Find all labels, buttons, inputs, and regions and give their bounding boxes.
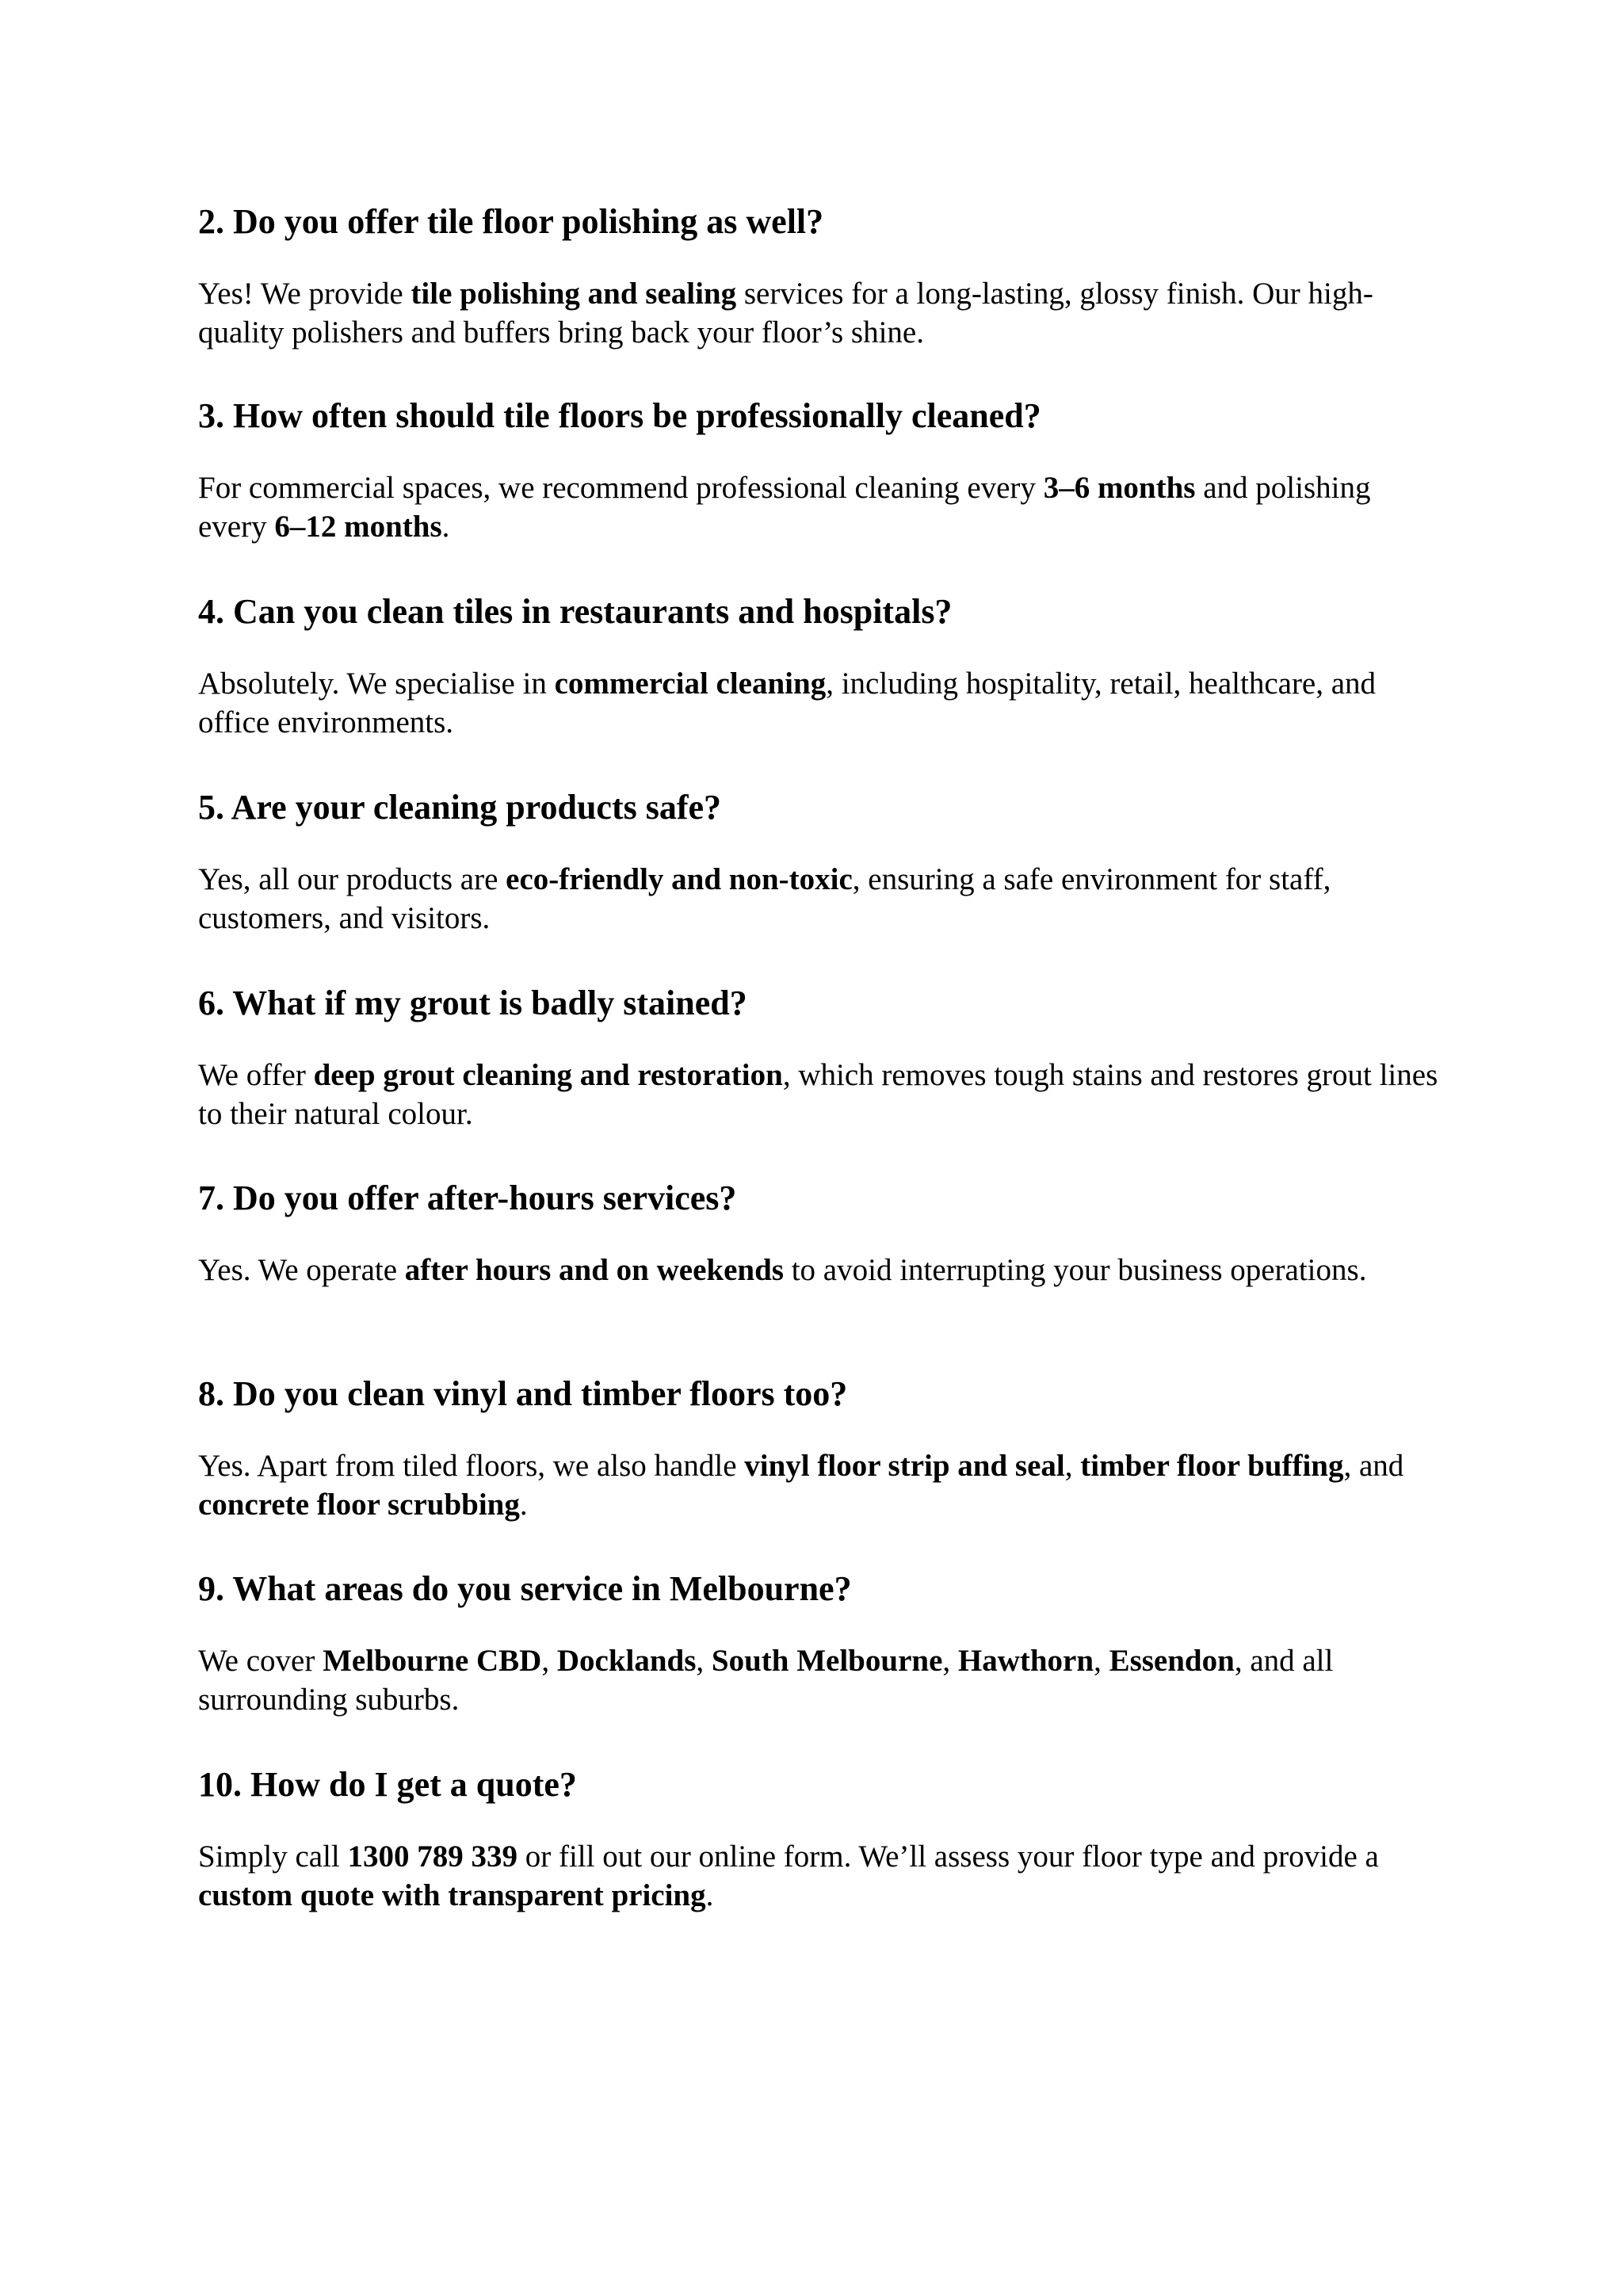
faq-question: 7. Do you offer after-hours services? [198,1179,737,1217]
answer-text: or fill out our online form. We’ll assess your floor type and provide a [517,1839,1387,1874]
answer-text-bold: commercial cleaning [554,667,827,701]
answer-text-bold: 1300 789 339 [347,1839,517,1874]
answer-text-bold: Melbourne CBD [323,1644,542,1678]
answer-text: Yes. Apart from tiled floors, we also handle [198,1449,745,1483]
answer-text: Absolutely. We specialise in [198,667,555,701]
answer-text: and polishing every [198,471,1379,544]
answer-text-bold: concrete floor scrubbing [198,1488,520,1522]
answer-text-bold: vinyl floor strip and seal [744,1449,1065,1483]
answer-text: Yes! We provide [198,277,411,311]
faq-question: 5. Are your cleaning products safe? [198,788,722,827]
faq-item-6 [198,981,1446,1133]
faq-answer [198,1807,1442,1915]
answer-text: , [541,1644,557,1678]
faq-answer [198,634,1442,742]
answer-text: , which removes tough stains and restores grout lines to their natural colour. [198,1058,1446,1131]
answer-text: services for a long-lasting, glossy finish. Our high-quality polishers and buffers bring back your floor’s shine. [198,277,1373,350]
faq-answer [198,1026,1446,1133]
answer-text-bold: after hours and on weekends [404,1253,784,1287]
answer-text: For commercial spaces, we recommend professional cleaning every [198,471,1044,505]
answer-text-bold: deep grout cleaning and restoration [313,1058,783,1092]
faq-item-10 [198,1763,1442,1915]
answer-text-bold: timber floor buffing [1080,1449,1344,1483]
answer-text-bold: 6–12 months [274,510,442,544]
answer-text: . [441,510,450,544]
faq-answer [198,1416,1442,1524]
faq-item-9 [198,1567,1442,1719]
answer-text: , [696,1644,712,1678]
answer-text: . [519,1488,528,1522]
faq-question: 6. What if my grout is badly stained? [198,984,747,1022]
faq-question: 3. How often should tile floors be professionally cleaned? [198,396,1041,435]
faq-question: 9. What areas do you service in Melbourne? [198,1569,852,1608]
answer-text: , and [1343,1449,1412,1483]
faq-item-7 [198,1176,1442,1289]
answer-text-bold: Essendon [1109,1644,1235,1678]
answer-text: , [1094,1644,1109,1678]
faq-question: 2. Do you offer tile floor polishing as well? [198,202,824,241]
faq-item-5 [198,785,1442,938]
faq-answer [198,1611,1442,1719]
answer-text: , including hospitality, retail, healthcare, and office environments. [198,667,1384,739]
answer-text-bold: tile polishing and sealing [411,277,737,311]
faq-answer [198,830,1442,938]
faq-item-3 [198,394,1442,546]
faq-item-8 [198,1372,1442,1524]
answer-text: Yes, all our products are [198,862,506,896]
faq-answer [198,1221,1442,1289]
answer-text: Simply call [198,1839,348,1874]
faq-answer [198,438,1442,546]
faq-answer [198,244,1442,352]
answer-text: , ensuring a safe environment for staff, customers, and visitors. [198,862,1339,935]
answer-text: . [705,1878,714,1912]
answer-text: Yes. We operate [198,1253,405,1287]
answer-text-bold: South Melbourne [711,1644,943,1678]
faq-item-4 [198,590,1442,742]
faq-question: 8. Do you clean vinyl and timber floors too? [198,1374,848,1413]
answer-text: , [942,1644,958,1678]
answer-text: , [1064,1449,1081,1483]
answer-text: , and all surrounding suburbs. [198,1644,1342,1717]
answer-text: We cover [198,1644,323,1678]
answer-text-bold: Docklands [556,1644,697,1678]
answer-text-bold: Hawthorn [957,1644,1094,1678]
answer-text-bold: 3–6 months [1043,471,1196,505]
answer-text: to avoid interrupting your business operations. [783,1253,1367,1287]
faq-question: 10. How do I get a quote? [198,1765,577,1804]
answer-text: We offer [198,1058,314,1092]
faq-question: 4. Can you clean tiles in restaurants and hospitals? [198,592,953,631]
answer-text-bold: custom quote with transparent pricing [198,1878,706,1912]
answer-text-bold: eco-friendly and non-toxic [506,862,853,896]
faq-item-2 [198,200,1442,352]
